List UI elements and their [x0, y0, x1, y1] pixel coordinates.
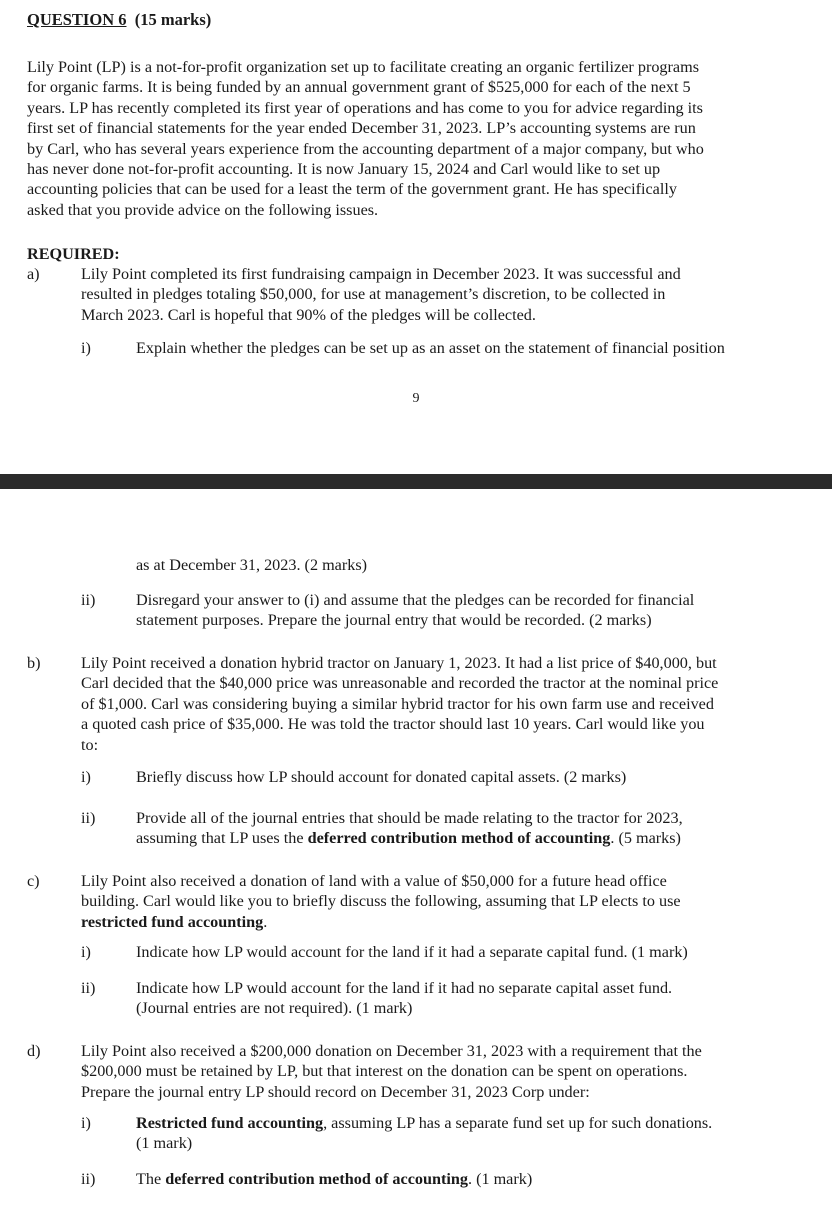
part-d-ii-label: ii) — [81, 1170, 96, 1188]
question-title — [27, 10, 211, 30]
question-label: QUESTION 6 — [27, 10, 127, 29]
part-a-line: resulted in pledges totaling $50,000, for use at management’s discretion, to be collected in — [81, 285, 666, 304]
part-b-line: a quoted cash price of $35,000. He was told the tractor should last 10 years. Carl would like you — [81, 715, 705, 734]
part-b-line: Lily Point received a donation hybrid tractor on January 1, 2023. It had a list price of $40,000, but — [81, 654, 717, 672]
part-c-bold: restricted fund accounting — [81, 912, 264, 931]
part-b-ii-label: ii) — [81, 809, 96, 827]
intro-line: Lily Point (LP) is a not-for-profit organization set up to facilitate creating an organic fertilizer programs — [27, 58, 699, 76]
part-b-ii-pre: assuming that LP uses the — [136, 829, 308, 848]
part-c-line: Lily Point also received a donation of land with a value of $50,000 for a future head office — [81, 872, 667, 890]
part-b-i-label: i) — [81, 768, 91, 786]
intro-line: asked that you provide advice on the following issues. — [27, 200, 379, 219]
intro-line: years. LP has recently completed its first year of operations and has come to you for advice regarding its — [27, 98, 703, 117]
intro-line: first set of financial statements for the year ended December 31, 2023. LP’s accounting systems are run — [27, 119, 696, 138]
part-b-ii-bold: deferred contribution method of accounting — [307, 829, 611, 848]
part-a-ii-line: Disregard your answer to (i) and assume that the pledges can be recorded for financial — [136, 591, 695, 609]
part-c-ii-line: (Journal entries are not required). (1 mark) — [136, 999, 413, 1018]
part-d-text — [81, 1041, 811, 1102]
part-d-ii-pre: The — [136, 1170, 166, 1188]
part-b-text — [81, 653, 811, 755]
part-c-i-text: Indicate how LP would account for the land if it had a separate capital fund. (1 mark) — [136, 943, 688, 961]
intro-line: for organic farms. It is being funded by an annual government grant of $525,000 for each of the next 5 — [27, 78, 691, 97]
part-b-ii-line: Provide all of the journal entries that should be made relating to the tractor for 2023, — [136, 809, 683, 827]
part-b-label: b) — [27, 654, 41, 672]
part-d-line: Lily Point also received a $200,000 donation on December 31, 2023 with a requirement that the — [81, 1042, 702, 1060]
part-d-i-bold: Restricted fund accounting — [136, 1114, 324, 1132]
required-heading: REQUIRED: — [27, 245, 120, 263]
intro-paragraph — [27, 57, 807, 220]
part-a-ii-line: statement purposes. Prepare the journal entry that would be recorded. (2 marks) — [136, 611, 652, 630]
part-c-line: building. Carl would like you to briefly discuss the following, assuming that LP elects to use — [81, 892, 681, 911]
part-c-ii-label: ii) — [81, 979, 96, 997]
intro-line: accounting policies that can be used for a least the term of the government grant. He has specifically — [27, 180, 677, 199]
part-b-line: to: — [81, 735, 99, 754]
part-d-i-label: i) — [81, 1114, 91, 1132]
part-b-line: Carl decided that the $40,000 price was unreasonable and recorded the tractor at the nominal price — [81, 674, 719, 693]
part-a-text — [81, 264, 811, 325]
part-c-ii-text — [136, 978, 816, 1019]
part-b-ii-line — [136, 828, 816, 848]
part-a-ii-label: ii) — [81, 591, 96, 609]
part-d-i-text — [136, 1113, 816, 1154]
part-a-ii-text — [136, 590, 816, 631]
part-b-line: of $1,000. Carl was considering buying a similar hybrid tractor for his own farm use and received — [81, 694, 714, 713]
page-number: 9 — [412, 391, 420, 406]
part-b-i-text: Briefly discuss how LP should account for donated capital assets. (2 marks) — [136, 768, 627, 786]
part-a-line: March 2023. Carl is hopeful that 90% of the pledges will be collected. — [81, 305, 536, 324]
part-b-ii-post: . (5 marks) — [610, 829, 681, 848]
part-c-line — [81, 912, 811, 932]
part-a-i-label: i) — [81, 339, 91, 357]
intro-line: by Carl, who has several years experience from the accounting department of a major company, but who — [27, 139, 704, 158]
intro-line: has never done not-for-profit accounting. It is now January 15, 2024 and Carl would like to set up — [27, 160, 661, 179]
part-c-text — [81, 871, 811, 932]
part-c-post: . — [263, 912, 268, 931]
part-d-line: Prepare the journal entry LP should record on December 31, 2023 Corp under: — [81, 1082, 590, 1101]
part-d-ii-post: . (1 mark) — [467, 1170, 533, 1188]
question-marks: (15 marks) — [134, 10, 212, 29]
part-d-line: $200,000 must be retained by LP, but that interest on the donation can be spent on operations. — [81, 1062, 688, 1081]
part-a-i-continued: as at December 31, 2023. (2 marks) — [136, 556, 368, 574]
part-a-i-text: Explain whether the pledges can be set up as an asset on the statement of financial position — [136, 339, 725, 357]
part-d-i-line — [136, 1113, 816, 1133]
part-c-i-label: i) — [81, 943, 91, 961]
part-c-label: c) — [27, 872, 40, 890]
part-d-ii-bold: deferred contribution method of accounting — [165, 1170, 468, 1188]
page-separator — [0, 474, 832, 489]
part-a-label: a) — [27, 265, 40, 283]
part-a-line: Lily Point completed its first fundraising campaign in December 2023. It was successful and — [81, 265, 681, 283]
part-b-ii-text — [136, 808, 816, 849]
part-d-label: d) — [27, 1042, 41, 1060]
part-d-i-post: , assuming LP has a separate fund set up for such donations. — [323, 1114, 713, 1132]
part-d-ii-text — [136, 1169, 816, 1189]
part-c-ii-line: Indicate how LP would account for the land if it had no separate capital asset fund. — [136, 979, 673, 997]
part-d-i-line: (1 mark) — [136, 1134, 193, 1153]
